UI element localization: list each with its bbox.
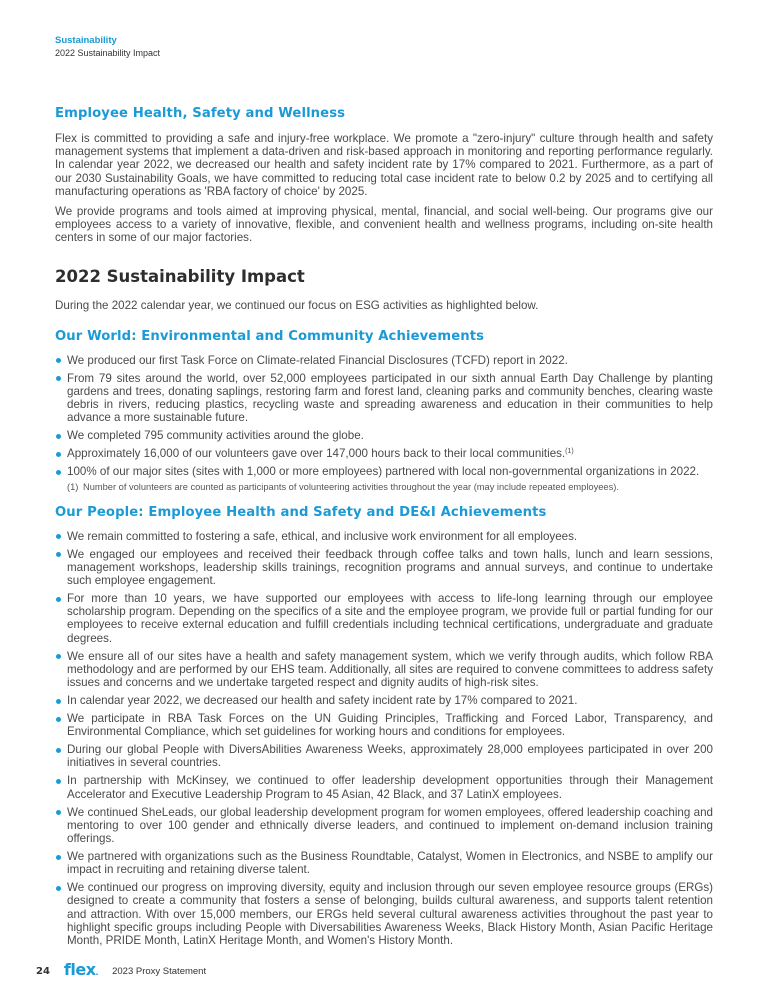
bullet-icon bbox=[56, 376, 61, 381]
list-item: 100% of our major sites (sites with 1,000 or more employees) partnered with local non-governmental organizations in 2022. bbox=[55, 465, 713, 478]
health-safety-paragraph-2: We provide programs and tools aimed at improving physical, mental, financial, and social well-being. Our programs give our employees access to a variety of innovative, flexible, and convenient health and wellness programs, including on-site health centers in some of our major factories. bbox=[55, 205, 713, 245]
list-item: We engaged our employees and received their feedback through coffee talks and town halls, lunch and learn sessions, management workshops, leadership skills trainings, recognition programs and annual surveys, and continue to undertake such employee engagement. bbox=[55, 548, 713, 588]
list-item: We partnered with organizations such as the Business Roundtable, Catalyst, Women in Electronics, and NSBE to amplify our impact in recruiting and retaining diverse talent. bbox=[55, 850, 713, 876]
bullet-icon bbox=[56, 855, 61, 860]
document-title: 2023 Proxy Statement bbox=[112, 966, 207, 977]
footnote-reference: (1) bbox=[565, 448, 574, 456]
page-content bbox=[55, 106, 713, 952]
list-item: We completed 795 community activities around the globe. bbox=[55, 429, 713, 442]
health-safety-title: Employee Health, Safety and Wellness bbox=[55, 106, 346, 121]
our-world-section bbox=[55, 329, 713, 493]
our-people-title: Our People: Employee Health and Safety and DE&I Achievements bbox=[55, 504, 547, 520]
impact-section bbox=[55, 267, 713, 312]
flex-logo: flex. bbox=[63, 960, 99, 979]
footnote-text: Number of volunteers are counted as participants of volunteering activities throughout the year (may include repeated employees). bbox=[83, 481, 619, 492]
list-item: We continued our progress on improving diversity, equity and inclusion through our seven employee resource groups (ERGs) designed to create a community that fosters a sense of belonging, builds cultural awareness, and supports talent retention and attraction. With over 15,000 members, our ERGs held several cultural awareness activities throughout the past year to highlight specific groups including People with Diversabilities Awareness Weeks, Black History Month, Asian Pacific Heritage Month, PRIDE Month, LatinX Heritage Month, and Women's History Month. bbox=[55, 881, 713, 947]
impact-intro: During the 2022 calendar year, we continued our focus on ESG activities as highlighted below. bbox=[55, 298, 539, 312]
list-item: In calendar year 2022, we decreased our health and safety incident rate by 17% compared to 2021. bbox=[55, 694, 713, 707]
list-item: In partnership with McKinsey, we continued to offer leadership development opportunities through their Management Accelerator and Executive Leadership Program to 45 Asian, 42 Black, and 37 LatinX employees. bbox=[55, 774, 713, 800]
our-world-title: Our World: Environmental and Community Achievements bbox=[55, 328, 485, 344]
bullet-icon bbox=[56, 654, 61, 659]
bullet-icon bbox=[56, 470, 61, 475]
bullet-icon bbox=[56, 699, 61, 704]
list-item: We participate in RBA Task Forces on the UN Guiding Principles, Trafficking and Forced Labor, Transparency, and Environmental Compliance, which set guidelines for working hours and conditions for employees. bbox=[55, 712, 713, 738]
page-number: 24 bbox=[36, 966, 50, 977]
our-people-section bbox=[55, 505, 713, 948]
list-item: From 79 sites around the world, over 52,000 employees participated in our sixth annual Earth Day Challenge by planting gardens and trees, donating saplings, restoring farm and forest land, cleaning parks and community benches, clearing waste debris in rivers, reducing plastics, recycling waste and spreading awareness and education in their communities to help advance a more sustainable future. bbox=[55, 372, 713, 425]
bullet-icon bbox=[56, 452, 61, 457]
running-header bbox=[55, 35, 160, 59]
our-people-list bbox=[55, 530, 713, 948]
bullet-icon bbox=[56, 358, 61, 363]
list-item: We continued SheLeads, our global leadership development program for women employees, offered leadership coaching and mentoring to over 100 gender and ethnically diverse leaders, and continued to implement on-demand inclusion training offerings. bbox=[55, 806, 713, 846]
bullet-icon bbox=[56, 534, 61, 539]
header-section: Sustainability bbox=[55, 35, 117, 46]
page-footer bbox=[36, 962, 206, 981]
impact-title: 2022 Sustainability Impact bbox=[55, 266, 305, 286]
our-world-list bbox=[55, 354, 713, 479]
health-safety-paragraph-1: Flex is committed to providing a safe and injury-free workplace. We promote a "zero-injury" culture through health and safety management systems that implement a data-driven and risk-based approach in monitoring and reporting performance regularly. In calendar year 2022, we decreased our health and safety incident rate by 17% compared to 2021. Furthermore, as a part of our 2030 Sustainability Goals, we have committed to reducing total case incident rate to below 0.2 by 2025 and to certifying all manufacturing operations as 'RBA factory of choice' by 2025. bbox=[55, 132, 713, 198]
bullet-icon bbox=[56, 434, 61, 439]
list-item: We ensure all of our sites have a health and safety management system, which we verify through audits, which follow RBA methodology and are performed by our EHS team. Additionally, all sites are required to convene committees to address safety issues and concerns and we undertake targeted respect and dignity audits of high-risk sites. bbox=[55, 650, 713, 690]
bullet-icon bbox=[56, 748, 61, 753]
bullet-icon bbox=[56, 552, 61, 557]
list-item: We remain committed to fostering a safe, ethical, and inclusive work environment for all employees. bbox=[55, 530, 713, 543]
bullet-icon bbox=[56, 717, 61, 722]
bullet-icon bbox=[56, 810, 61, 815]
header-subsection: 2022 Sustainability Impact bbox=[55, 48, 161, 58]
bullet-icon bbox=[56, 779, 61, 784]
list-item: We produced our first Task Force on Climate-related Financial Disclosures (TCFD) report in 2022. bbox=[55, 354, 713, 367]
bullet-icon bbox=[56, 886, 61, 891]
list-item: Approximately 16,000 of our volunteers gave over 147,000 hours back to their local communities.$^{(1)}$ bbox=[55, 447, 713, 460]
list-item: For more than 10 years, we have supported our employees with access to life-long learning through our employee scholarship program. Depending on the specifics of a site and the employee program, we provide full or partial funding for our employees to receive external education and fulfill credentials including technical certifications, undergraduate and graduate degrees. bbox=[55, 592, 713, 645]
list-item: During our global People with DiversAbilities Awareness Weeks, approximately 28,000 employees participated in over 200 initiatives in several countries. bbox=[55, 743, 713, 769]
bullet-icon bbox=[56, 597, 61, 602]
footnote-number: (1) bbox=[67, 481, 79, 492]
health-safety-section bbox=[55, 106, 713, 245]
footnote bbox=[55, 481, 713, 493]
